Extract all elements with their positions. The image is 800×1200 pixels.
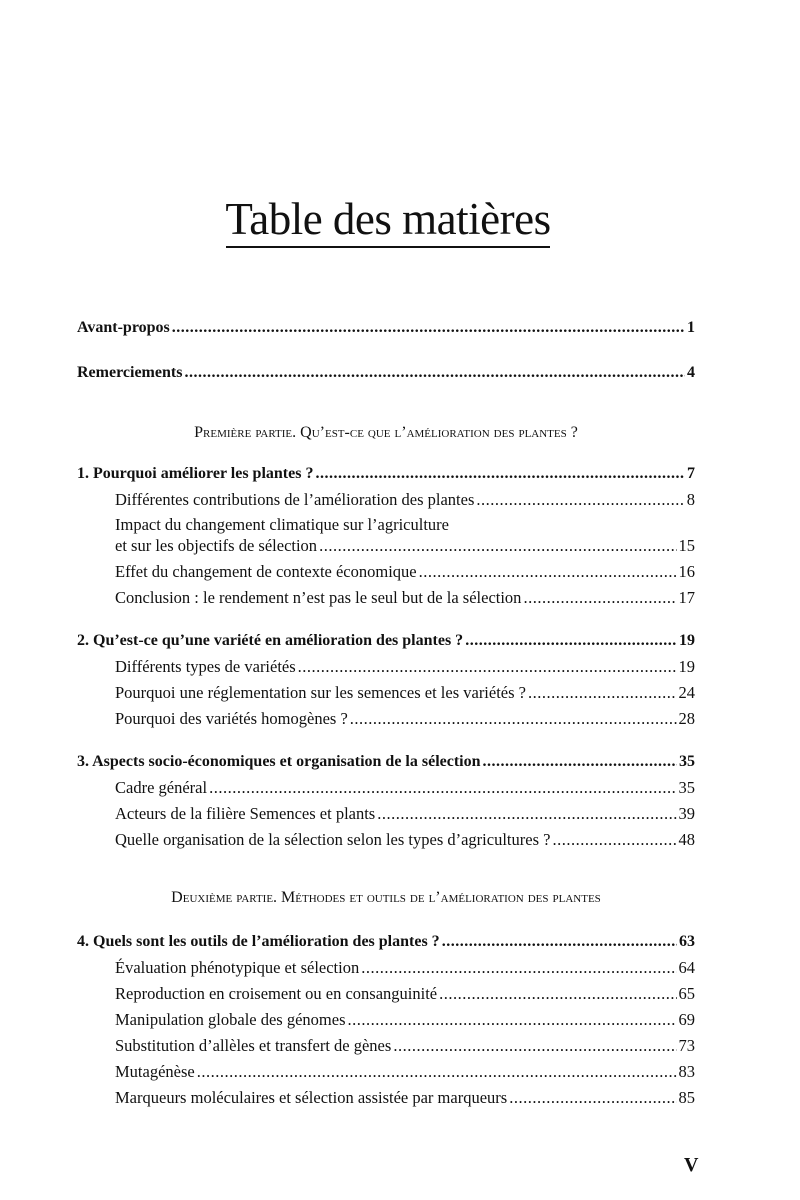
entry-page: 39 — [678, 804, 695, 823]
entry-page: 48 — [678, 830, 695, 849]
dot-leader — [552, 829, 676, 851]
entry-label: Marqueurs moléculaires et sélection assistée par marqueurs — [115, 1088, 508, 1107]
toc-section[interactable] — [115, 1009, 695, 1031]
entry-page: 1 — [687, 319, 695, 336]
entry-page: 19 — [679, 632, 695, 649]
entry-label: Substitution d’allèles et transfert de gènes — [115, 1036, 392, 1055]
entry-page: 69 — [678, 1010, 695, 1029]
toc-section[interactable] — [115, 829, 695, 851]
toc-section[interactable] — [115, 561, 695, 583]
toc-chapter-2[interactable] — [77, 630, 695, 652]
entry-label: Avant-propos — [77, 319, 170, 336]
dot-leader — [172, 317, 685, 339]
dot-leader — [523, 587, 676, 609]
toc-entry-remerciements[interactable] — [77, 362, 695, 384]
dot-leader — [319, 535, 676, 557]
entry-page: 17 — [678, 588, 695, 607]
dot-leader — [483, 751, 677, 773]
entry-page: 73 — [678, 1036, 695, 1055]
entry-page: 65 — [678, 984, 695, 1003]
title-underline — [226, 246, 550, 248]
dot-leader — [419, 561, 677, 583]
dot-leader — [361, 957, 676, 979]
entry-label: et sur les objectifs de sélection — [115, 536, 318, 555]
toc-section[interactable] — [115, 1035, 695, 1057]
dot-leader — [528, 682, 677, 704]
dot-leader — [393, 1035, 676, 1057]
toc-section[interactable] — [115, 1061, 695, 1083]
dot-leader — [209, 777, 676, 799]
entry-page: 83 — [678, 1062, 695, 1081]
page-number: V — [684, 1154, 699, 1176]
entry-label: Cadre général — [115, 778, 208, 797]
dot-leader — [439, 983, 676, 1005]
dot-leader — [197, 1061, 677, 1083]
entry-page: 8 — [686, 490, 695, 509]
toc-section[interactable] — [115, 682, 695, 704]
entry-page: 85 — [678, 1088, 695, 1107]
toc-section[interactable] — [115, 708, 695, 730]
toc-section[interactable] — [115, 656, 695, 678]
dot-leader — [442, 931, 677, 953]
entry-page: 19 — [678, 657, 695, 676]
entry-page: 35 — [679, 753, 695, 770]
entry-label: Manipulation globale des génomes — [115, 1010, 346, 1029]
toc-chapter-1[interactable] — [77, 463, 695, 485]
dot-leader — [377, 803, 676, 825]
entry-page: 35 — [678, 778, 695, 797]
toc-section[interactable] — [115, 983, 695, 1005]
entry-label: Quelle organisation de la sélection selon les types d’agricultures ? — [115, 830, 551, 849]
entry-label: Différents types de variétés — [115, 657, 296, 676]
entry-page: 16 — [678, 562, 695, 581]
entry-label: Reproduction en croisement ou en consanguinité — [115, 984, 438, 1003]
entry-label: Remerciements — [77, 364, 183, 381]
toc-section[interactable] — [115, 535, 695, 557]
entry-label: Évaluation phénotypique et sélection — [115, 958, 360, 977]
dot-leader — [509, 1087, 676, 1109]
toc-chapter-4[interactable] — [77, 931, 695, 953]
toc-section[interactable] — [115, 1087, 695, 1109]
entry-label: Pourquoi une réglementation sur les semences et les variétés ? — [115, 683, 526, 702]
toc-entry-avant-propos[interactable] — [77, 317, 695, 339]
entry-label: Effet du changement de contexte économique — [115, 562, 417, 581]
toc-chapter-3[interactable] — [77, 751, 695, 773]
toc-section[interactable] — [115, 489, 695, 511]
entry-page: 63 — [679, 933, 695, 950]
toc-section[interactable] — [115, 803, 695, 825]
dot-leader — [315, 463, 685, 485]
entry-page: 24 — [678, 683, 695, 702]
entry-page: 4 — [687, 364, 695, 381]
entry-label: Mutagénèse — [115, 1062, 195, 1081]
entry-page: 7 — [687, 465, 695, 482]
entry-page: 15 — [678, 536, 695, 555]
entry-label: Pourquoi des variétés homogènes ? — [115, 709, 348, 728]
entry-label: 3. Aspects socio-économiques et organisation de la sélection — [77, 753, 481, 770]
entry-label: Différentes contributions de l’amélioration des plantes — [115, 490, 475, 509]
entry-label: 2. Qu’est-ce qu’une variété en amélioration des plantes ? — [77, 632, 464, 649]
toc-section[interactable] — [115, 957, 695, 979]
entry-page: 64 — [678, 958, 695, 977]
entry-label: 4. Quels sont les outils de l’amélioration des plantes ? — [77, 933, 440, 950]
page-title: Table des matières — [225, 194, 551, 244]
dot-leader — [476, 489, 684, 511]
entry-page: 28 — [678, 709, 695, 728]
part-heading-1: Première partie. Qu’est-ce que l’amélioration des plantes ? — [194, 424, 578, 441]
dot-leader — [348, 1009, 677, 1031]
entry-label-line1[interactable]: Impact du changement climatique sur l’agriculture — [115, 515, 449, 534]
entry-label: 1. Pourquoi améliorer les plantes ? — [77, 465, 314, 482]
part-heading-2: Deuxième partie. Méthodes et outils de l’amélioration des plantes — [171, 889, 601, 906]
dot-leader — [350, 708, 677, 730]
dot-leader — [465, 630, 677, 652]
entry-label: Conclusion : le rendement n’est pas le seul but de la sélection — [115, 588, 522, 607]
toc-section[interactable] — [115, 777, 695, 799]
dot-leader — [298, 656, 677, 678]
toc-section[interactable] — [115, 587, 695, 609]
dot-leader — [184, 362, 685, 384]
entry-label: Acteurs de la filière Semences et plants — [115, 804, 376, 823]
